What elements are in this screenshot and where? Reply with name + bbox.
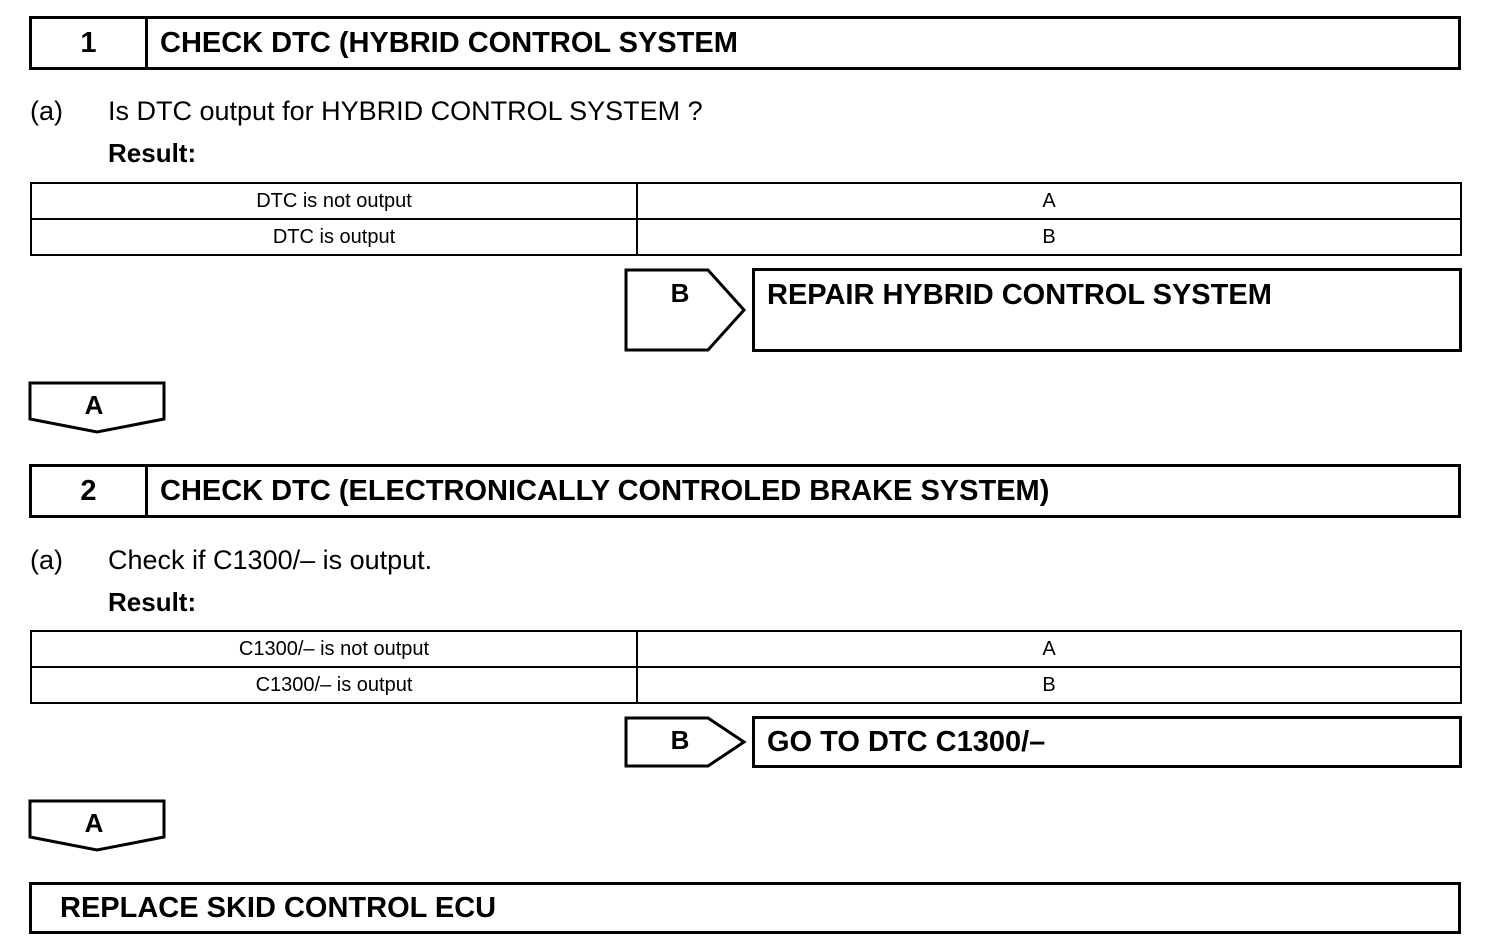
condition-cell: C1300/– is not output (31, 631, 637, 667)
sub-item-question: Check if C1300/– is output. (108, 545, 433, 575)
result-label: Result: (108, 587, 197, 617)
table-row (31, 183, 1461, 219)
condition-cell: DTC is not output (31, 183, 637, 219)
next-step-letter: A (84, 808, 104, 838)
step-number: 1 (32, 19, 148, 67)
branch-letter: B (670, 725, 690, 755)
branch-arrow (624, 268, 748, 352)
branch-arrow (624, 716, 748, 768)
branch-action-text: GO TO DTC C1300/– (767, 725, 1046, 758)
step-title: CHECK DTC (ELECTRONICALLY CONTROLED BRAKE SYSTEM) (160, 474, 1050, 507)
step-2-header (29, 464, 1461, 518)
sub-item-letter: (a) (30, 96, 63, 126)
result-label: Result: (108, 138, 197, 168)
next-step-tab (28, 381, 166, 435)
result-cell: A (637, 183, 1461, 219)
final-action-text: REPLACE SKID CONTROL ECU (60, 891, 497, 924)
branch-action-box (752, 268, 1462, 352)
step-1-header (29, 16, 1461, 70)
table-row (31, 219, 1461, 255)
result-cell: B (637, 219, 1461, 255)
next-step-tab (28, 799, 166, 853)
result-table (30, 630, 1462, 704)
condition-cell: DTC is output (31, 219, 637, 255)
branch-letter: B (670, 278, 690, 308)
table-row (31, 631, 1461, 667)
result-cell: A (637, 631, 1461, 667)
table-row (31, 667, 1461, 703)
step-title: CHECK DTC (HYBRID CONTROL SYSTEM (160, 26, 738, 59)
branch-action-box (752, 716, 1462, 768)
sub-item-letter: (a) (30, 545, 63, 575)
final-action-box (29, 882, 1461, 934)
next-step-letter: A (84, 390, 104, 420)
sub-item-question: Is DTC output for HYBRID CONTROL SYSTEM ? (108, 96, 703, 126)
result-table (30, 182, 1462, 256)
condition-cell: C1300/– is output (31, 667, 637, 703)
branch-action-text: REPAIR HYBRID CONTROL SYSTEM (767, 279, 1272, 311)
step-number: 2 (32, 467, 148, 515)
result-cell: B (637, 667, 1461, 703)
